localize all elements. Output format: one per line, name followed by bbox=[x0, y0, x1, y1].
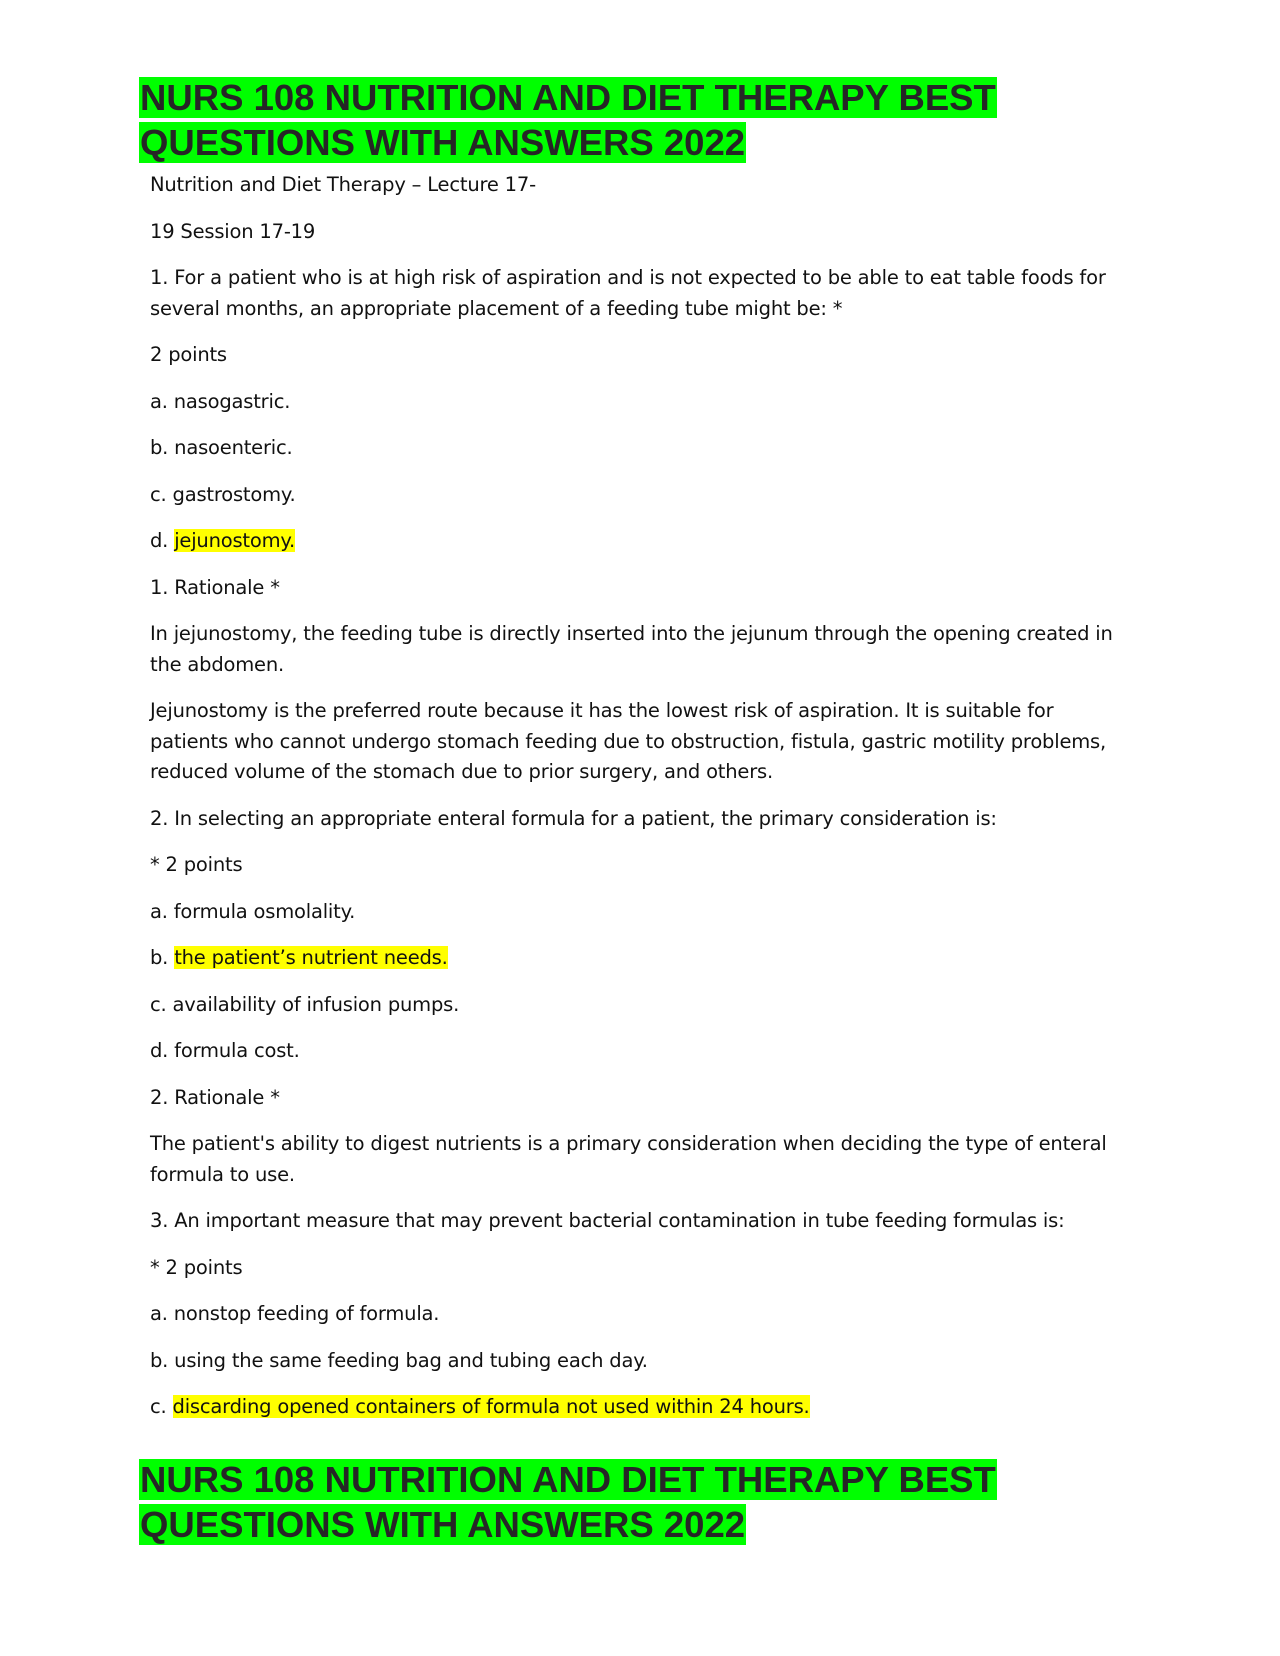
document-title-banner bbox=[139, 75, 1069, 165]
question-2-option-c: c. availability of infusion pumps. bbox=[150, 992, 460, 1016]
question-2-rationale-label: 2. Rationale * bbox=[150, 1085, 280, 1109]
option-d-prefix: d. bbox=[150, 529, 175, 552]
question-1-rationale-label: 1. Rationale * bbox=[150, 575, 280, 599]
document-body bbox=[150, 170, 1135, 1439]
question-1-rationale-p2: Jejunostomy is the preferred route because it has the lowest risk of aspiration. It is suitable for patients who cannot undergo stomach feeding due to obstruction, fistula, gastric motility problems, reduced volume of the stomach due to prior surgery, and others. bbox=[150, 699, 1106, 783]
question-2-points: * 2 points bbox=[150, 853, 243, 876]
question-2-option-b bbox=[150, 943, 1135, 974]
question-1-option-a: a. nasogastric. bbox=[150, 389, 291, 413]
lecture-line: Nutrition and Diet Therapy – Lecture 17- bbox=[150, 173, 536, 196]
question-1-points: 2 points bbox=[150, 343, 227, 366]
banner-line-1: NURS 108 NUTRITION AND DIET THERAPY BEST bbox=[140, 77, 996, 118]
option-b-prefix: b. bbox=[150, 946, 175, 969]
question-3-text: 3. An important measure that may prevent bacterial contamination in tube feeding formulas is: bbox=[150, 1209, 1065, 1232]
question-2-correct-answer: the patient’s nutrient needs. bbox=[174, 946, 448, 969]
question-2-rationale-p1: The patient's ability to digest nutrients is a primary consideration when deciding the type of enteral formula to use. bbox=[150, 1132, 1107, 1186]
question-3-option-a: a. nonstop feeding of formula. bbox=[150, 1302, 440, 1325]
question-1-correct-answer: jejunostomy. bbox=[174, 529, 295, 552]
question-3-option-c bbox=[150, 1392, 1135, 1423]
question-3-option-b: b. using the same feeding bag and tubing each day. bbox=[150, 1348, 648, 1372]
question-1-rationale-p1: In jejunostomy, the feeding tube is directly inserted into the jejunum through the opening created in the abdomen. bbox=[150, 622, 1113, 676]
question-2-option-a: a. formula osmolality. bbox=[150, 899, 356, 923]
question-2-option-d: d. formula cost. bbox=[150, 1039, 300, 1062]
footer-banner-line-2: QUESTIONS WITH ANSWERS 2022 bbox=[140, 1504, 746, 1545]
question-1-text: 1. For a patient who is at high risk of aspiration and is not expected to be able to eat table foods for several months, an appropriate placement of a feeding tube might be: * bbox=[150, 266, 1106, 320]
question-1-option-b: b. nasoenteric. bbox=[150, 436, 293, 459]
banner-line-2: QUESTIONS WITH ANSWERS 2022 bbox=[140, 122, 746, 163]
question-3-points: * 2 points bbox=[150, 1255, 243, 1279]
footer-banner-line-1: NURS 108 NUTRITION AND DIET THERAPY BEST bbox=[140, 1459, 996, 1500]
question-3-correct-answer: discarding opened containers of formula not used within 24 hours. bbox=[172, 1395, 810, 1418]
question-1-option-d bbox=[150, 526, 1135, 557]
question-1-option-c: c. gastrostomy. bbox=[150, 482, 296, 506]
document-footer-banner bbox=[139, 1457, 1069, 1547]
session-line: 19 Session 17-19 bbox=[150, 219, 316, 243]
question-2-text: 2. In selecting an appropriate enteral formula for a patient, the primary consideration is: bbox=[150, 806, 997, 830]
option-c-prefix: c. bbox=[150, 1395, 173, 1418]
